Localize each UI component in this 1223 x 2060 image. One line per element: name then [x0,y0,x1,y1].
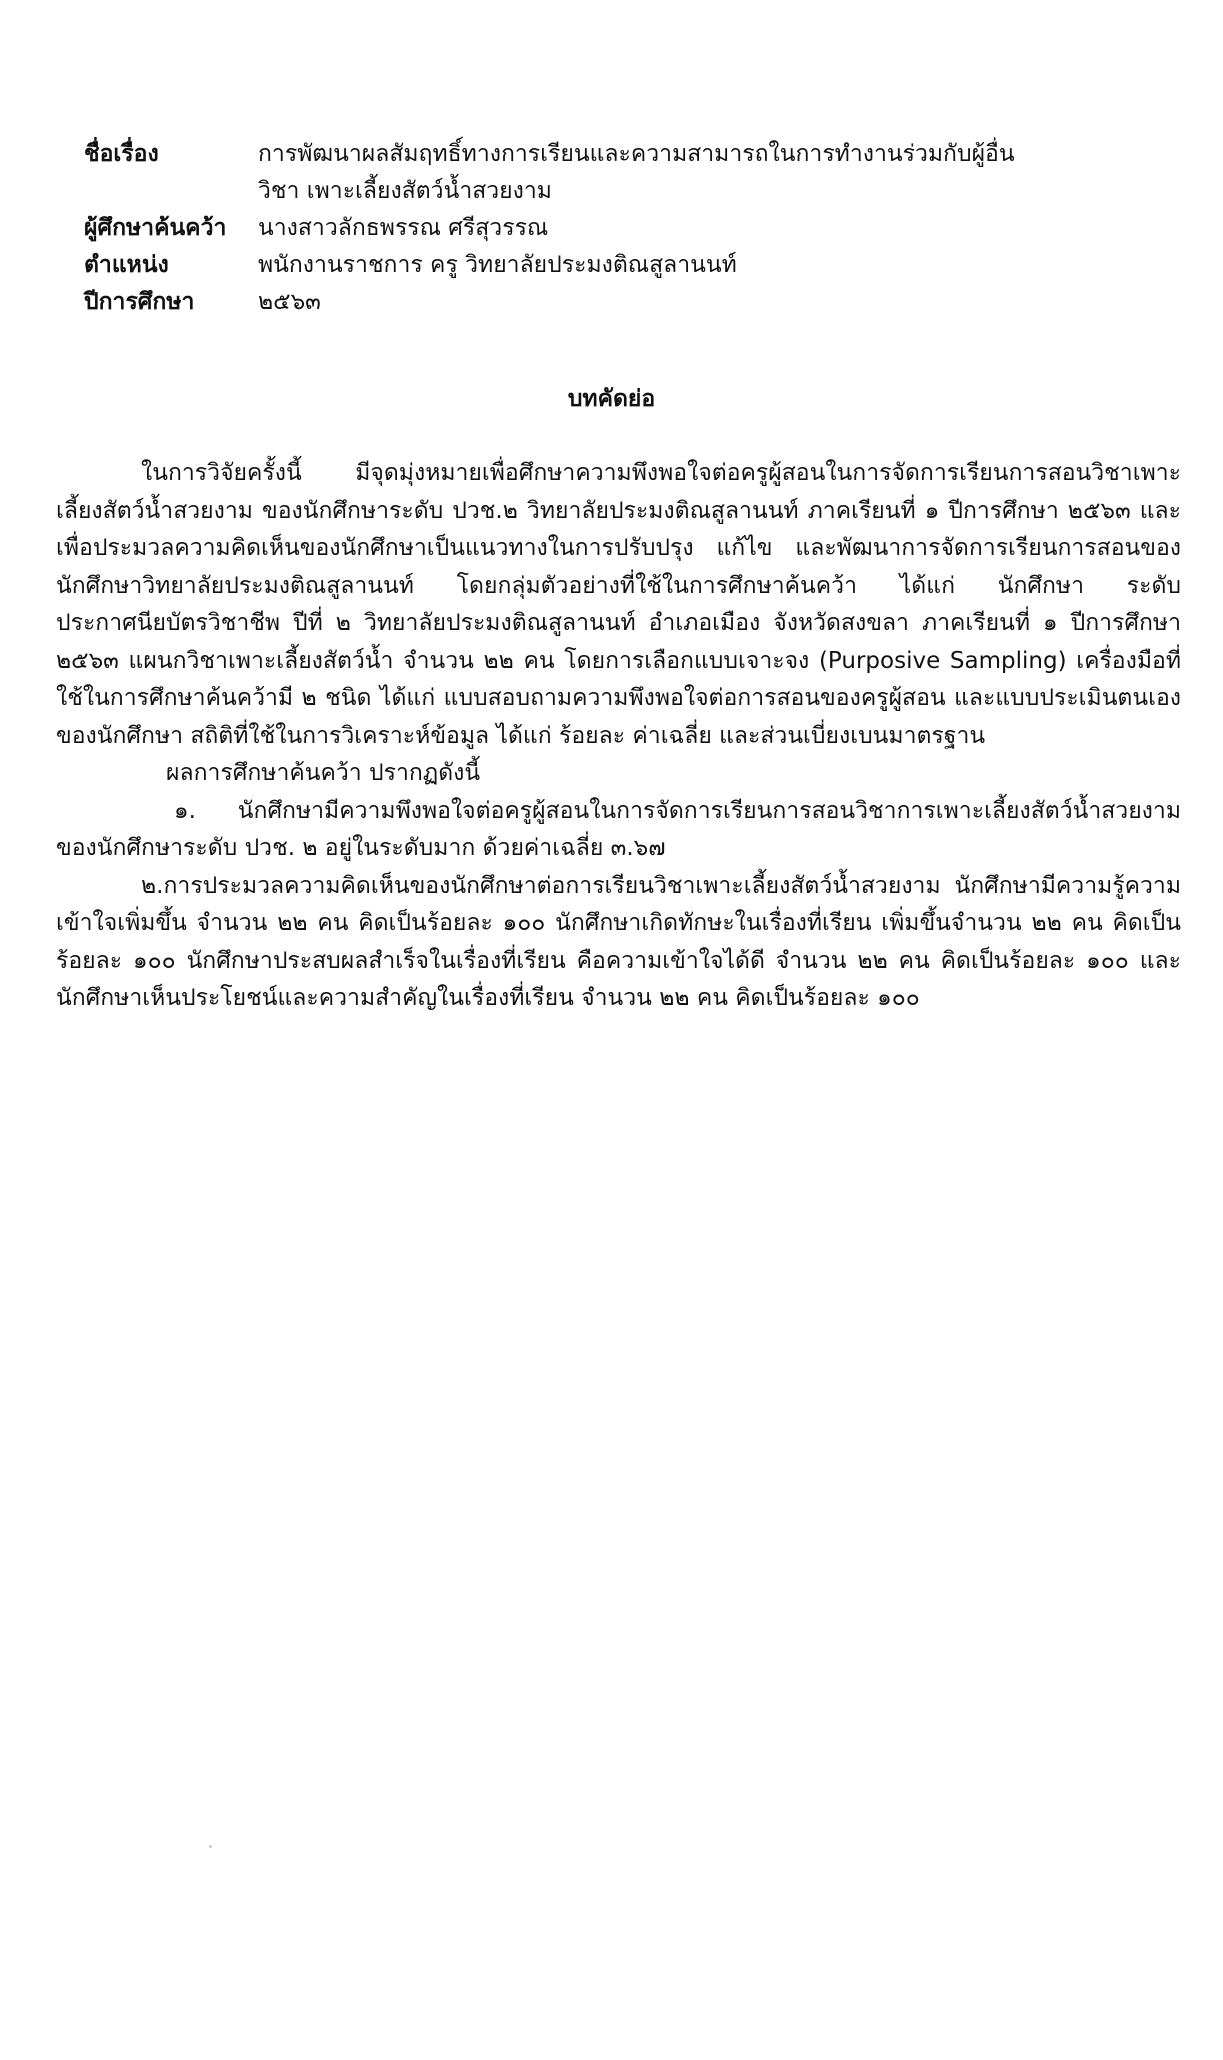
position-label: ตำแหน่ง [84,252,169,278]
researcher-label: ผู้ศึกษาค้นคว้า [84,215,227,241]
results-heading: ผลการศึกษาค้นคว้า ปรากฏดังนี้ [166,760,481,786]
researcher-value: นางสาวลักธพรรณ ศรีสุวรรณ [258,215,549,241]
year-value: ๒๕๖๓ [258,289,321,315]
title-row [84,136,1164,173]
scan-speck [209,1845,212,1848]
result-item-2: ๒.การประมวลความคิดเห็นของนักศึกษาต่อการเรียนวิชาเพาะเลี้ยงสัตว์น้ำสวยงาม นักศึกษามีความรู้ความเข้าใจเพิ่มขึ้น จำนวน ๒๒ คน คิดเป็นร้อยละ ๑๐๐ นักศึกษาเกิดทักษะในเรื่องที่เรียน เพิ่มขึ้นจำนวน ๒๒ คน คิดเป็นร้อยละ ๑๐๐ นักศึกษาประสบผลสำเร็จในเรื่องที่เรียน คือความเข้าใจได้ดี จำนวน ๒๒ คน คิดเป็นร้อยละ ๑๐๐ และนักศึกษาเห็นประโยชน์และความสำคัญในเรื่องที่เรียน จำนวน ๒๒ คน คิดเป็นร้อยละ ๑๐๐ [56,872,1181,1011]
title-value-line1: การพัฒนาผลสัมฤทธิ์ทางการเรียนและความสามารถในการทำงานร่วมกับผู้อื่น [258,141,1015,167]
year-label: ปีการศึกษา [84,289,195,315]
result-item-1: ๑. นักศึกษามีความพึงพอใจต่อครูผู้สอนในการจัดการเรียนการสอนวิชาการเพาะเลี้ยงสัตว์น้ำสวยงาม ของนักศึกษาระดับ ปวช. ๒ อยู่ในระดับมาก ด้วยค่าเฉลี่ย ๓.๖๗ [56,797,1181,861]
position-value: พนักงานราชการ ครู วิทยาลัยประมงติณสูลานนท์ [258,252,737,278]
abstract-paragraph: ในการวิจัยครั้งนี้ มีจุดมุ่งหมายเพื่อศึกษาความพึงพอใจต่อครูผู้สอนในการจัดการเรียนการสอนวิชาเพาะเลี้ยงสัตว์น้ำสวยงาม ของนักศึกษาระดับ ปวช.๒ วิทยาลัยประมงติณสูลานนท์ ภาคเรียนที่ ๑ ปีการศึกษา ๒๕๖๓ และเพื่อประมวลความคิดเห็นของนักศึกษาเป็นแนวทางในการปรับปรุง แก้ไข และพัฒนาการจัดการเรียนการสอนของนักศึกษาวิทยาลัยประมงติณสูลานนท์ โดยกลุ่มตัวอย่างที่ใช้ในการศึกษาค้นคว้า ได้แก่ นักศึกษา ระดับประกาศนียบัตรวิชาชีพ ปีที่ ๒ วิทยาลัยประมงติณสูลานนท์ อำเภอเมือง จังหวัดสงขลา ภาคเรียนที่ ๑ ปีการศึกษา ๒๕๖๓ แผนกวิชาเพาะเลี้ยงสัตว์น้ำ จำนวน ๒๒ คน โดยการเลือกแบบเจาะจง (Purposive Sampling) เครื่องมือที่ใช้ในการศึกษาค้นคว้ามี ๒ ชนิด ได้แก่ แบบสอบถามความพึงพอใจต่อการสอนของครูผู้สอน และแบบประเมินตนเองของนักศึกษา สถิติที่ใช้ในการวิเคราะห์ข้อมูล ได้แก่ ร้อยละ ค่าเฉลี่ย และส่วนเบี่ยงเบนมาตรฐาน [56,460,1181,749]
abstract-heading: บทคัดย่อ [567,386,656,412]
document-metadata [84,136,1164,321]
abstract-body [56,455,1181,1018]
title-label: ชื่อเรื่อง [84,141,159,167]
year-row [84,284,1164,321]
title-row-continued [84,173,1164,210]
researcher-row [84,210,1164,247]
position-row [84,247,1164,284]
title-value-line2: วิชา เพาะเลี้ยงสัตว์น้ำสวยงาม [258,178,552,204]
